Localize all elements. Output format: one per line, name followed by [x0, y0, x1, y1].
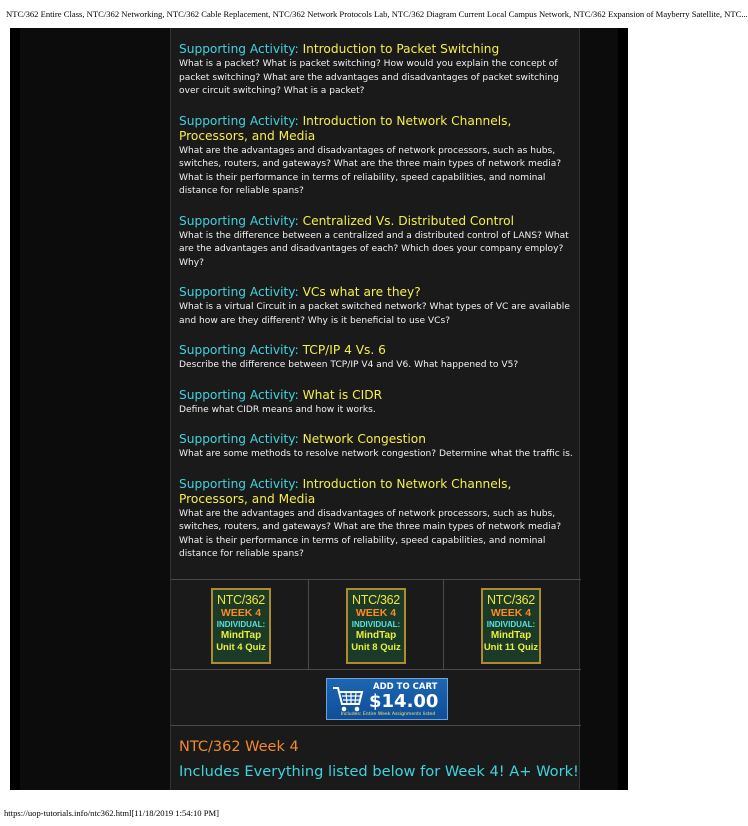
activity-title-text: Network Congestion: [302, 432, 426, 446]
print-header: NTC/362 Entire Class, NTC/362 Networking, NTC/362 Cable Replacement, NTC/362 Network Protocols Lab, NTC/362 Diagram Current Local Campus Network, NTC/362 Expansion of Mayberry Satellite, NTC...: [6, 9, 748, 19]
activity-body: Define what CIDR means and how it works.: [179, 404, 376, 415]
activity-prefix: Supporting Activity:: [179, 387, 303, 402]
activity-title: [179, 114, 573, 144]
badge-quiz: Unit 8 Quiz: [351, 642, 401, 653]
print-footer: https://uop-tutorials.info/ntc362.html[11/18/2019 1:54:10 PM]: [4, 808, 219, 818]
activity-prefix: Supporting Activity:: [179, 213, 303, 228]
badge-week: WEEK 4: [355, 607, 397, 619]
activity-prefix: Supporting Activity:: [179, 285, 303, 299]
activity-title: [179, 388, 573, 403]
activity-body: What are some methods to resolve network congestion? Determine what the traffic is.: [179, 449, 573, 459]
activity-list: [179, 42, 573, 577]
activity-title: [179, 214, 573, 229]
main-content: [170, 28, 580, 790]
activity-item: [179, 343, 573, 373]
cart-price: $14.00: [369, 691, 439, 712]
activity-title: [179, 285, 573, 300]
week-subtitle: Includes Everything listed below for Week 4! A+ Work!: [179, 763, 579, 780]
right-column: [580, 28, 618, 790]
activity-prefix: Supporting Activity:: [179, 113, 303, 128]
badge-tool: MindTap: [220, 630, 262, 641]
activity-prefix: Supporting Activity:: [179, 343, 303, 357]
activity-item: [179, 285, 573, 328]
page-frame: [10, 28, 628, 790]
badge-week: WEEK 4: [490, 607, 532, 619]
product-badge-unit-4-quiz[interactable]: [211, 588, 271, 664]
badge-course: NTC/362: [352, 593, 400, 607]
week-title: NTC/362 Week 4: [179, 739, 299, 755]
activity-body: What are the advantages and disadvantages of network processors, such as hubs, switches, routers, and gateways? What are the three main types of network media? What is their performance in terms of reliability, speed capabilities, and nominal distance for reliable spans?: [179, 508, 562, 559]
badge-week: WEEK 4: [220, 607, 262, 619]
activity-title-text: What is CIDR: [302, 387, 383, 402]
badge-type: INDIVIDUAL:: [216, 620, 266, 629]
badge-tool: MindTap: [355, 630, 397, 641]
activity-title-text: VCs what are they?: [302, 285, 421, 299]
activity-prefix: Supporting Activity:: [179, 476, 303, 491]
product-badge-unit-8-quiz[interactable]: [346, 588, 406, 664]
activity-item: [179, 42, 573, 99]
activity-item: [179, 214, 573, 271]
activity-body: What is a virtual Circuit in a packet switched network? What types of VC are available and how are they different? Why is it beneficial to use VCs?: [179, 302, 570, 326]
activity-item: [179, 477, 573, 562]
activity-title-text: TCP/IP 4 Vs. 6: [302, 343, 386, 357]
product-badge-unit-11-quiz[interactable]: [481, 588, 541, 664]
activity-title-text: Introduction to Network Channels, Processors, and Media: [179, 113, 512, 143]
badge-quiz: Unit 11 Quiz: [483, 642, 539, 653]
activity-title: [179, 343, 573, 358]
activity-body: What is the difference between a centralized and a distributed control of LANS? What are the advantages and disadvantages of each? Which does your company employ? Why?: [179, 230, 569, 268]
left-column: [20, 28, 180, 790]
add-to-cart-button[interactable]: [326, 678, 448, 720]
activity-title: [179, 477, 573, 507]
cart-label: ADD TO CART: [373, 682, 438, 692]
shopping-cart-icon: [332, 685, 364, 713]
badge-course: NTC/362: [487, 593, 535, 607]
grid-divider: [443, 580, 444, 670]
activity-item: [179, 388, 573, 418]
grid-divider: [308, 580, 309, 670]
activity-body: What is a packet? What is packet switching? How would you explain the concept of packet switching? What are the advantages and disadvantages of packet switching over circuit switching? What is a packet?: [179, 59, 559, 96]
badge-course: NTC/362: [217, 593, 265, 607]
activity-title: [179, 432, 573, 447]
badge-type: INDIVIDUAL:: [486, 620, 536, 629]
badge-type: INDIVIDUAL:: [351, 620, 401, 629]
activity-prefix: Supporting Activity:: [179, 432, 303, 446]
activity-title-text: Introduction to Network Channels, Processors, and Media: [179, 476, 512, 506]
activity-title-text: Centralized Vs. Distributed Control: [302, 213, 514, 228]
activity-body: Describe the difference between TCP/IP V4 and V6. What happened to V5?: [179, 360, 519, 370]
activity-title: [179, 42, 573, 57]
cart-note: Includes: Entire Week Assignments listed: [340, 712, 436, 717]
activity-item: [179, 114, 573, 199]
badge-quiz: Unit 4 Quiz: [216, 642, 266, 653]
activity-item: [179, 432, 573, 462]
badge-tool: MindTap: [490, 630, 532, 641]
activity-body: What are the advantages and disadvantages of network processors, such as hubs, switches, routers, and gateways? What are the three main types of network media? What is their performance in terms of reliability, speed capabilities, and nominal distance for reliable spans?: [179, 145, 562, 196]
activity-title-text: Introduction to Packet Switching: [302, 42, 500, 56]
activity-prefix: Supporting Activity:: [179, 42, 303, 56]
